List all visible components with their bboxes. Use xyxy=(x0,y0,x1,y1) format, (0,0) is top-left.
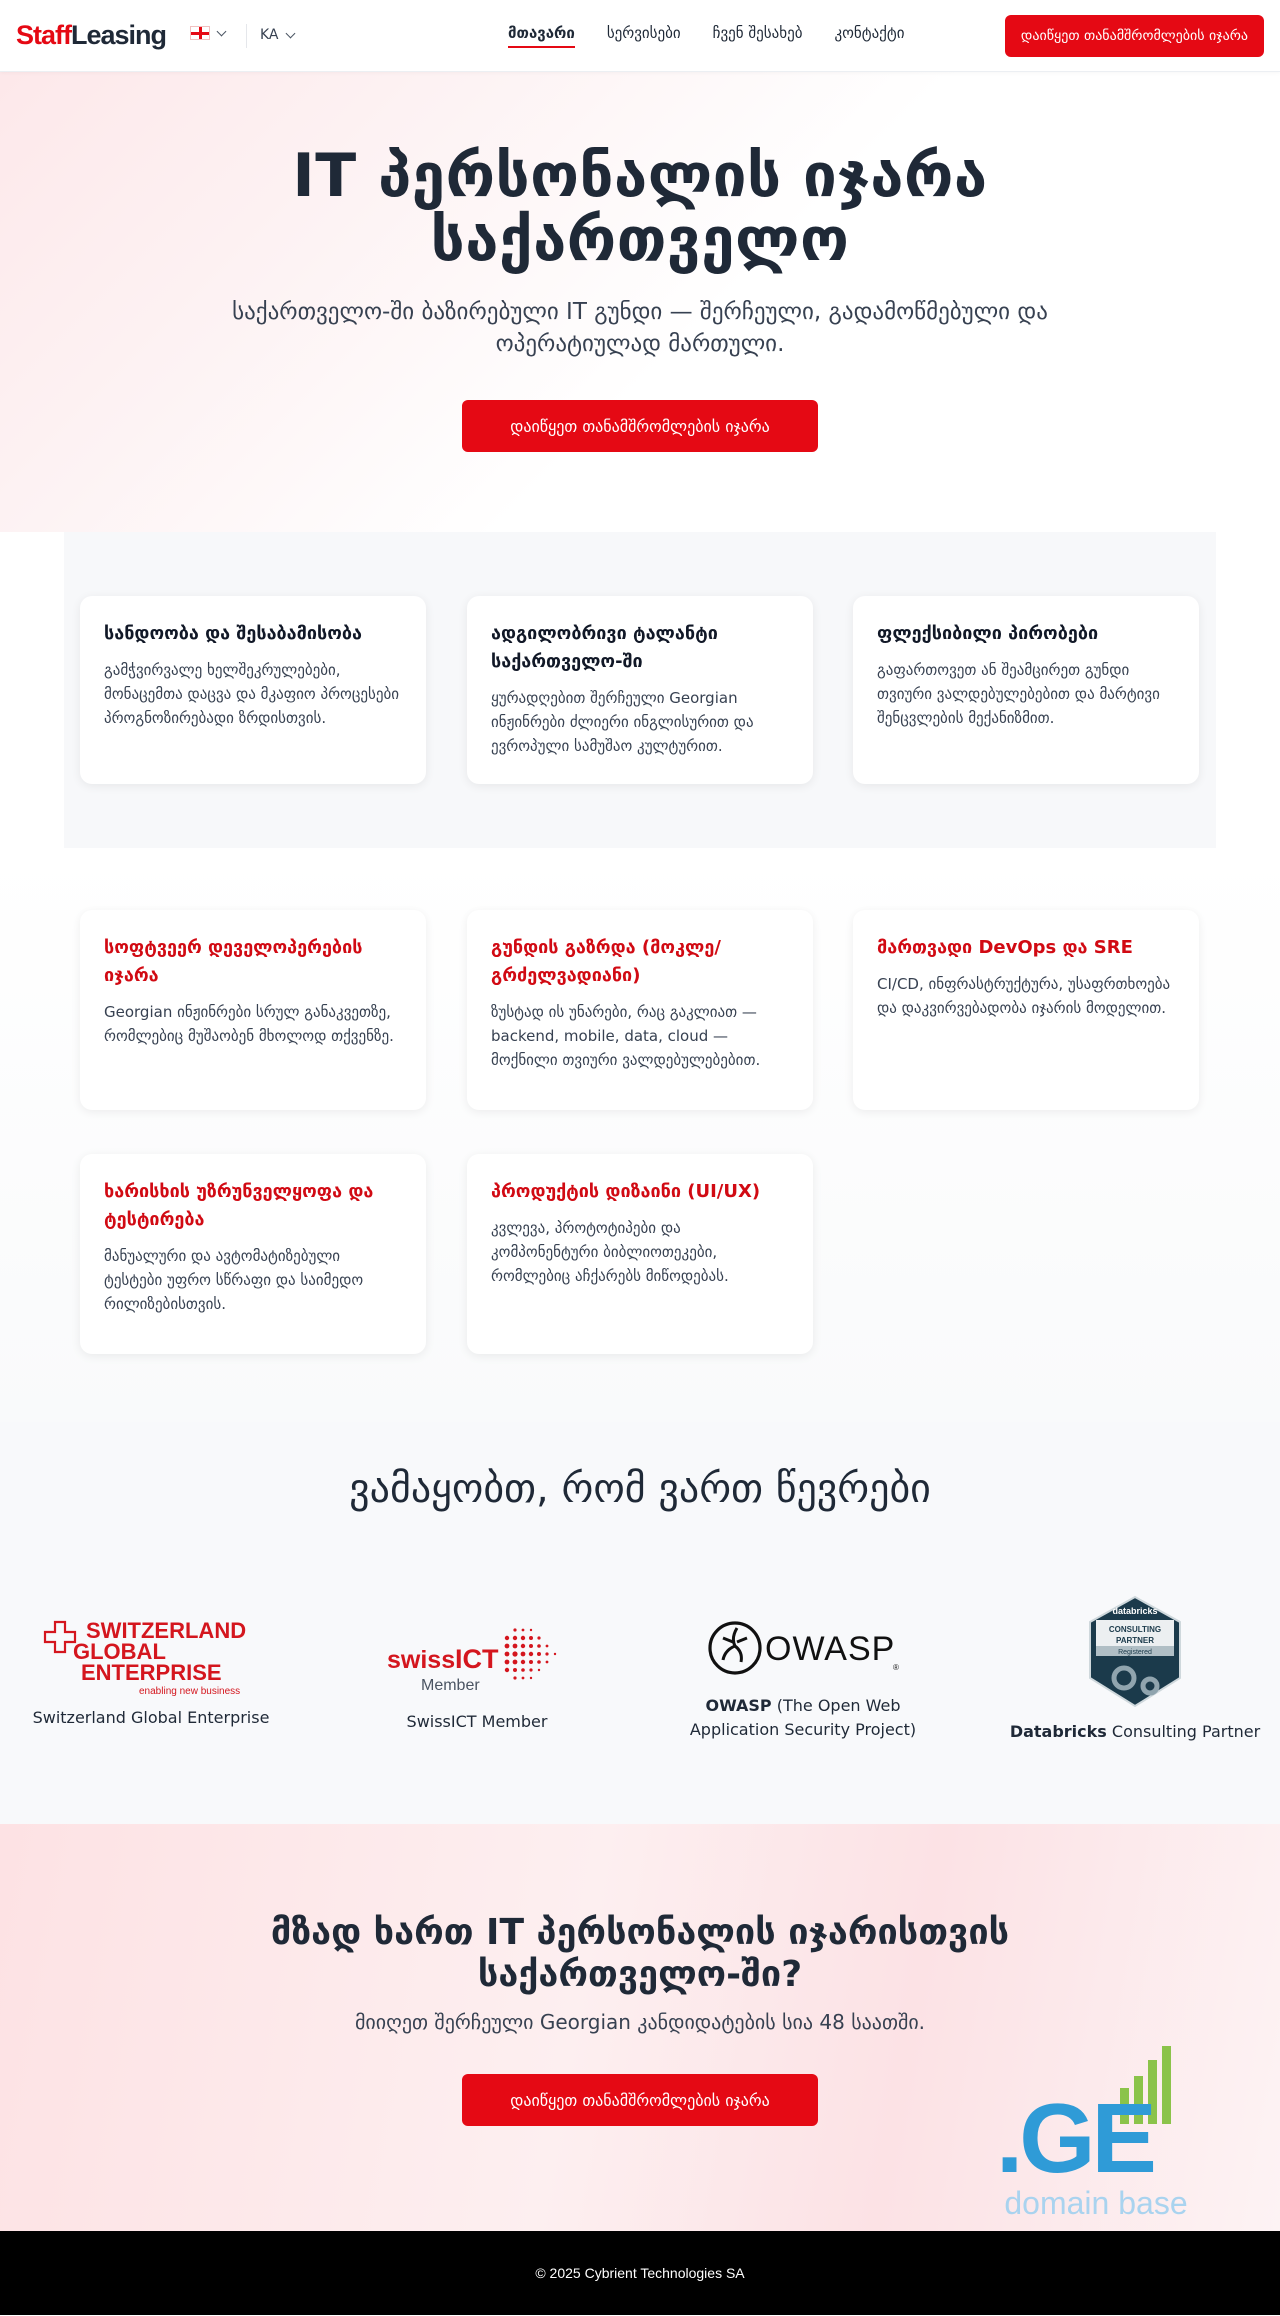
site-footer xyxy=(0,2231,1280,2315)
s-ge-tagline: enabling new business xyxy=(139,1686,241,1697)
memberships-section xyxy=(0,1422,1280,1824)
language-label: KA xyxy=(260,27,279,43)
feature-text: გაფართოვეთ ან შეამცირეთ გუნდი თვიური ვალდებულებებით და მარტივი შენცვლების მექანიზმით. xyxy=(877,661,1160,727)
hero-section xyxy=(0,72,1280,532)
swissict-word1: swiss xyxy=(387,1646,456,1674)
feature-title: ადგილობრივი ტალანტი საქართველო-ში xyxy=(491,623,718,672)
databricks-badge-line2: PARTNER xyxy=(1115,1636,1155,1645)
nav-about[interactable]: ჩვენ შესახებ xyxy=(712,24,803,42)
partner-caption: Switzerland Global Enterprise xyxy=(32,1708,270,1727)
service-title: პროდუქტის დიზაინი (UI/UX) xyxy=(491,1181,761,1202)
service-card[interactable] xyxy=(467,1154,813,1354)
service-title: მართვადი DevOps და SRE xyxy=(877,937,1133,958)
cta-title xyxy=(0,1824,1280,1996)
partner-swissict xyxy=(350,1608,604,1734)
owasp-logo xyxy=(703,1608,903,1688)
partner-owasp xyxy=(668,1608,938,1742)
feature-text: გამჭვირვალე ხელშეკრულებები, მონაცემთა დაცვა და მკაფიო პროცესები პროგნოზირებადი ზრდისთვის. xyxy=(104,661,400,727)
feature-card xyxy=(80,596,426,784)
domain-badge-text: .GE xyxy=(996,2083,1153,2193)
feature-title: სანდოობა და შესაბამისობა xyxy=(104,623,363,644)
service-title: გუნდის გაზრდა (მოკლე/ გრძელვადიანი) xyxy=(491,937,721,986)
nav-services[interactable]: სერვისები xyxy=(606,24,681,42)
wasp-icon xyxy=(710,1623,760,1673)
partner-s-ge xyxy=(20,1608,282,1730)
chevron-down-icon xyxy=(217,26,227,36)
features-section xyxy=(0,532,1280,848)
s-ge-line3: ENTERPRISE xyxy=(81,1660,222,1685)
partner-caption-bold: Databricks xyxy=(1009,1722,1107,1741)
logo-staff: Staff xyxy=(16,20,71,50)
partner-caption-rest: (The Open Web Application Security Project) xyxy=(689,1696,917,1739)
cta-title-line2: საქართველო-ში? xyxy=(477,1954,803,1995)
domain-badge-caption: domain base xyxy=(1004,2185,1188,2220)
s-ge-logo xyxy=(41,1608,261,1698)
partner-databricks xyxy=(990,1594,1280,1744)
service-card[interactable] xyxy=(853,910,1199,1110)
footer-copyright: © 2025 Cybrient Technologies SA xyxy=(535,2265,745,2281)
partner-caption: SwissICT Member xyxy=(406,1712,548,1731)
databricks-badge-line3: Registered xyxy=(1118,1649,1152,1656)
s-ge-line1: SWITZERLAND xyxy=(86,1618,247,1643)
hero-title-line1: IT პერსონალის იჯარა xyxy=(292,141,988,211)
language-selector[interactable] xyxy=(260,27,294,43)
hero-cta-button[interactable]: დაიწყეთ თანამშრომლების იჯარა xyxy=(462,400,818,452)
header-cta-button[interactable]: დაიწყეთ თანამშრომლების იჯარა xyxy=(1005,15,1264,57)
hero-title-line2: საქართველო xyxy=(430,205,850,275)
service-text: მანუალური და ავტომატიზებული ტესტები უფრო სწრაფი და საიმედო რილიზებისთვის. xyxy=(104,1247,364,1313)
svg-text:®: ® xyxy=(893,1663,899,1672)
cta-title-line1: მზად ხართ IT პერსონალის იჯარისთვის xyxy=(270,1912,1010,1953)
dot-grid-icon xyxy=(505,1628,557,1679)
partner-caption xyxy=(668,1694,938,1742)
main-nav xyxy=(508,24,904,48)
site-header xyxy=(0,0,1280,72)
service-text: ზუსტად ის უნარები, რაც გაკლიათ — backend, mobile, data, cloud — მოქნილი თვიური ვალდებულებებით. xyxy=(491,1003,761,1069)
nav-home[interactable]: მთავარი xyxy=(508,24,575,48)
partner-caption-bold: OWASP xyxy=(705,1696,772,1715)
partner-caption xyxy=(990,1720,1280,1744)
s-ge-line2: GLOBAL xyxy=(73,1639,166,1664)
cta-button[interactable]: დაიწყეთ თანამშრომლების იჯარა xyxy=(462,2074,818,2126)
swissict-member: Member xyxy=(421,1677,480,1694)
domain-base-badge[interactable] xyxy=(996,2020,1196,2220)
logo[interactable] xyxy=(16,20,166,50)
country-selector[interactable] xyxy=(190,26,225,40)
service-card[interactable] xyxy=(467,910,813,1110)
hero-title xyxy=(0,72,1280,275)
service-title: ხარისხის უზრუნველყოფა და ტესტირება xyxy=(104,1181,374,1230)
nav-contact[interactable]: კონტაქტი xyxy=(834,24,905,42)
swissict-logo xyxy=(377,1608,577,1698)
service-title: სოფტვეერ დეველოპერების იჯარა xyxy=(104,937,363,986)
partner-caption-rest: Consulting Partner xyxy=(1106,1722,1261,1741)
swiss-cross-icon xyxy=(45,1622,75,1652)
cta-subtitle: მიიღეთ შერჩეული Georgian კანდიდატების სია 48 საათში. xyxy=(354,2010,926,2034)
feature-title: ფლექსიბილი პირობები xyxy=(877,623,1099,644)
georgia-flag-icon xyxy=(190,26,210,40)
divider xyxy=(246,24,247,48)
owasp-logo-text: OWASP xyxy=(765,1630,896,1668)
services-section xyxy=(0,848,1280,1422)
swissict-word2: ICT xyxy=(455,1644,499,1674)
service-text: კვლევა, პროტოტიპები და კომპონენტური ბიბლიოთეკები, რომლებიც აჩქარებს მიწოდებას. xyxy=(491,1219,729,1285)
service-card[interactable] xyxy=(80,1154,426,1354)
databricks-badge xyxy=(1080,1594,1190,1712)
memberships-title: ვამაყობთ, რომ ვართ წევრები xyxy=(349,1466,931,1512)
databricks-badge-line1: CONSULTING xyxy=(1108,1625,1162,1634)
service-text: CI/CD, ინფრასტრუქტურა, უსაფრთხოება და დაკვირვებადობა იჯარის მოდელით. xyxy=(877,975,1171,1017)
feature-card xyxy=(853,596,1199,784)
chevron-down-icon xyxy=(285,28,295,38)
service-card[interactable] xyxy=(80,910,426,1110)
cta-section xyxy=(0,1824,1280,2231)
feature-card xyxy=(467,596,813,784)
databricks-badge-top: databricks xyxy=(1112,1606,1158,1616)
hero-subtitle: საქართველო-ში ბაზირებული IT გუნდი — შერჩეული, გადამოწმებული და ოპერატიულად მართული. xyxy=(232,299,1048,357)
service-text: Georgian ინჟინრები სრულ განაკვეთზე, რომლებიც მუშაობენ მხოლოდ თქვენზე. xyxy=(104,1003,394,1045)
logo-leasing: Leasing xyxy=(71,20,167,50)
feature-text: ყურადღებით შერჩეული Georgian ინჟინრები ძლიერი ინგლისურით და ევროპული სამუშაო კულტურით. xyxy=(491,689,754,755)
